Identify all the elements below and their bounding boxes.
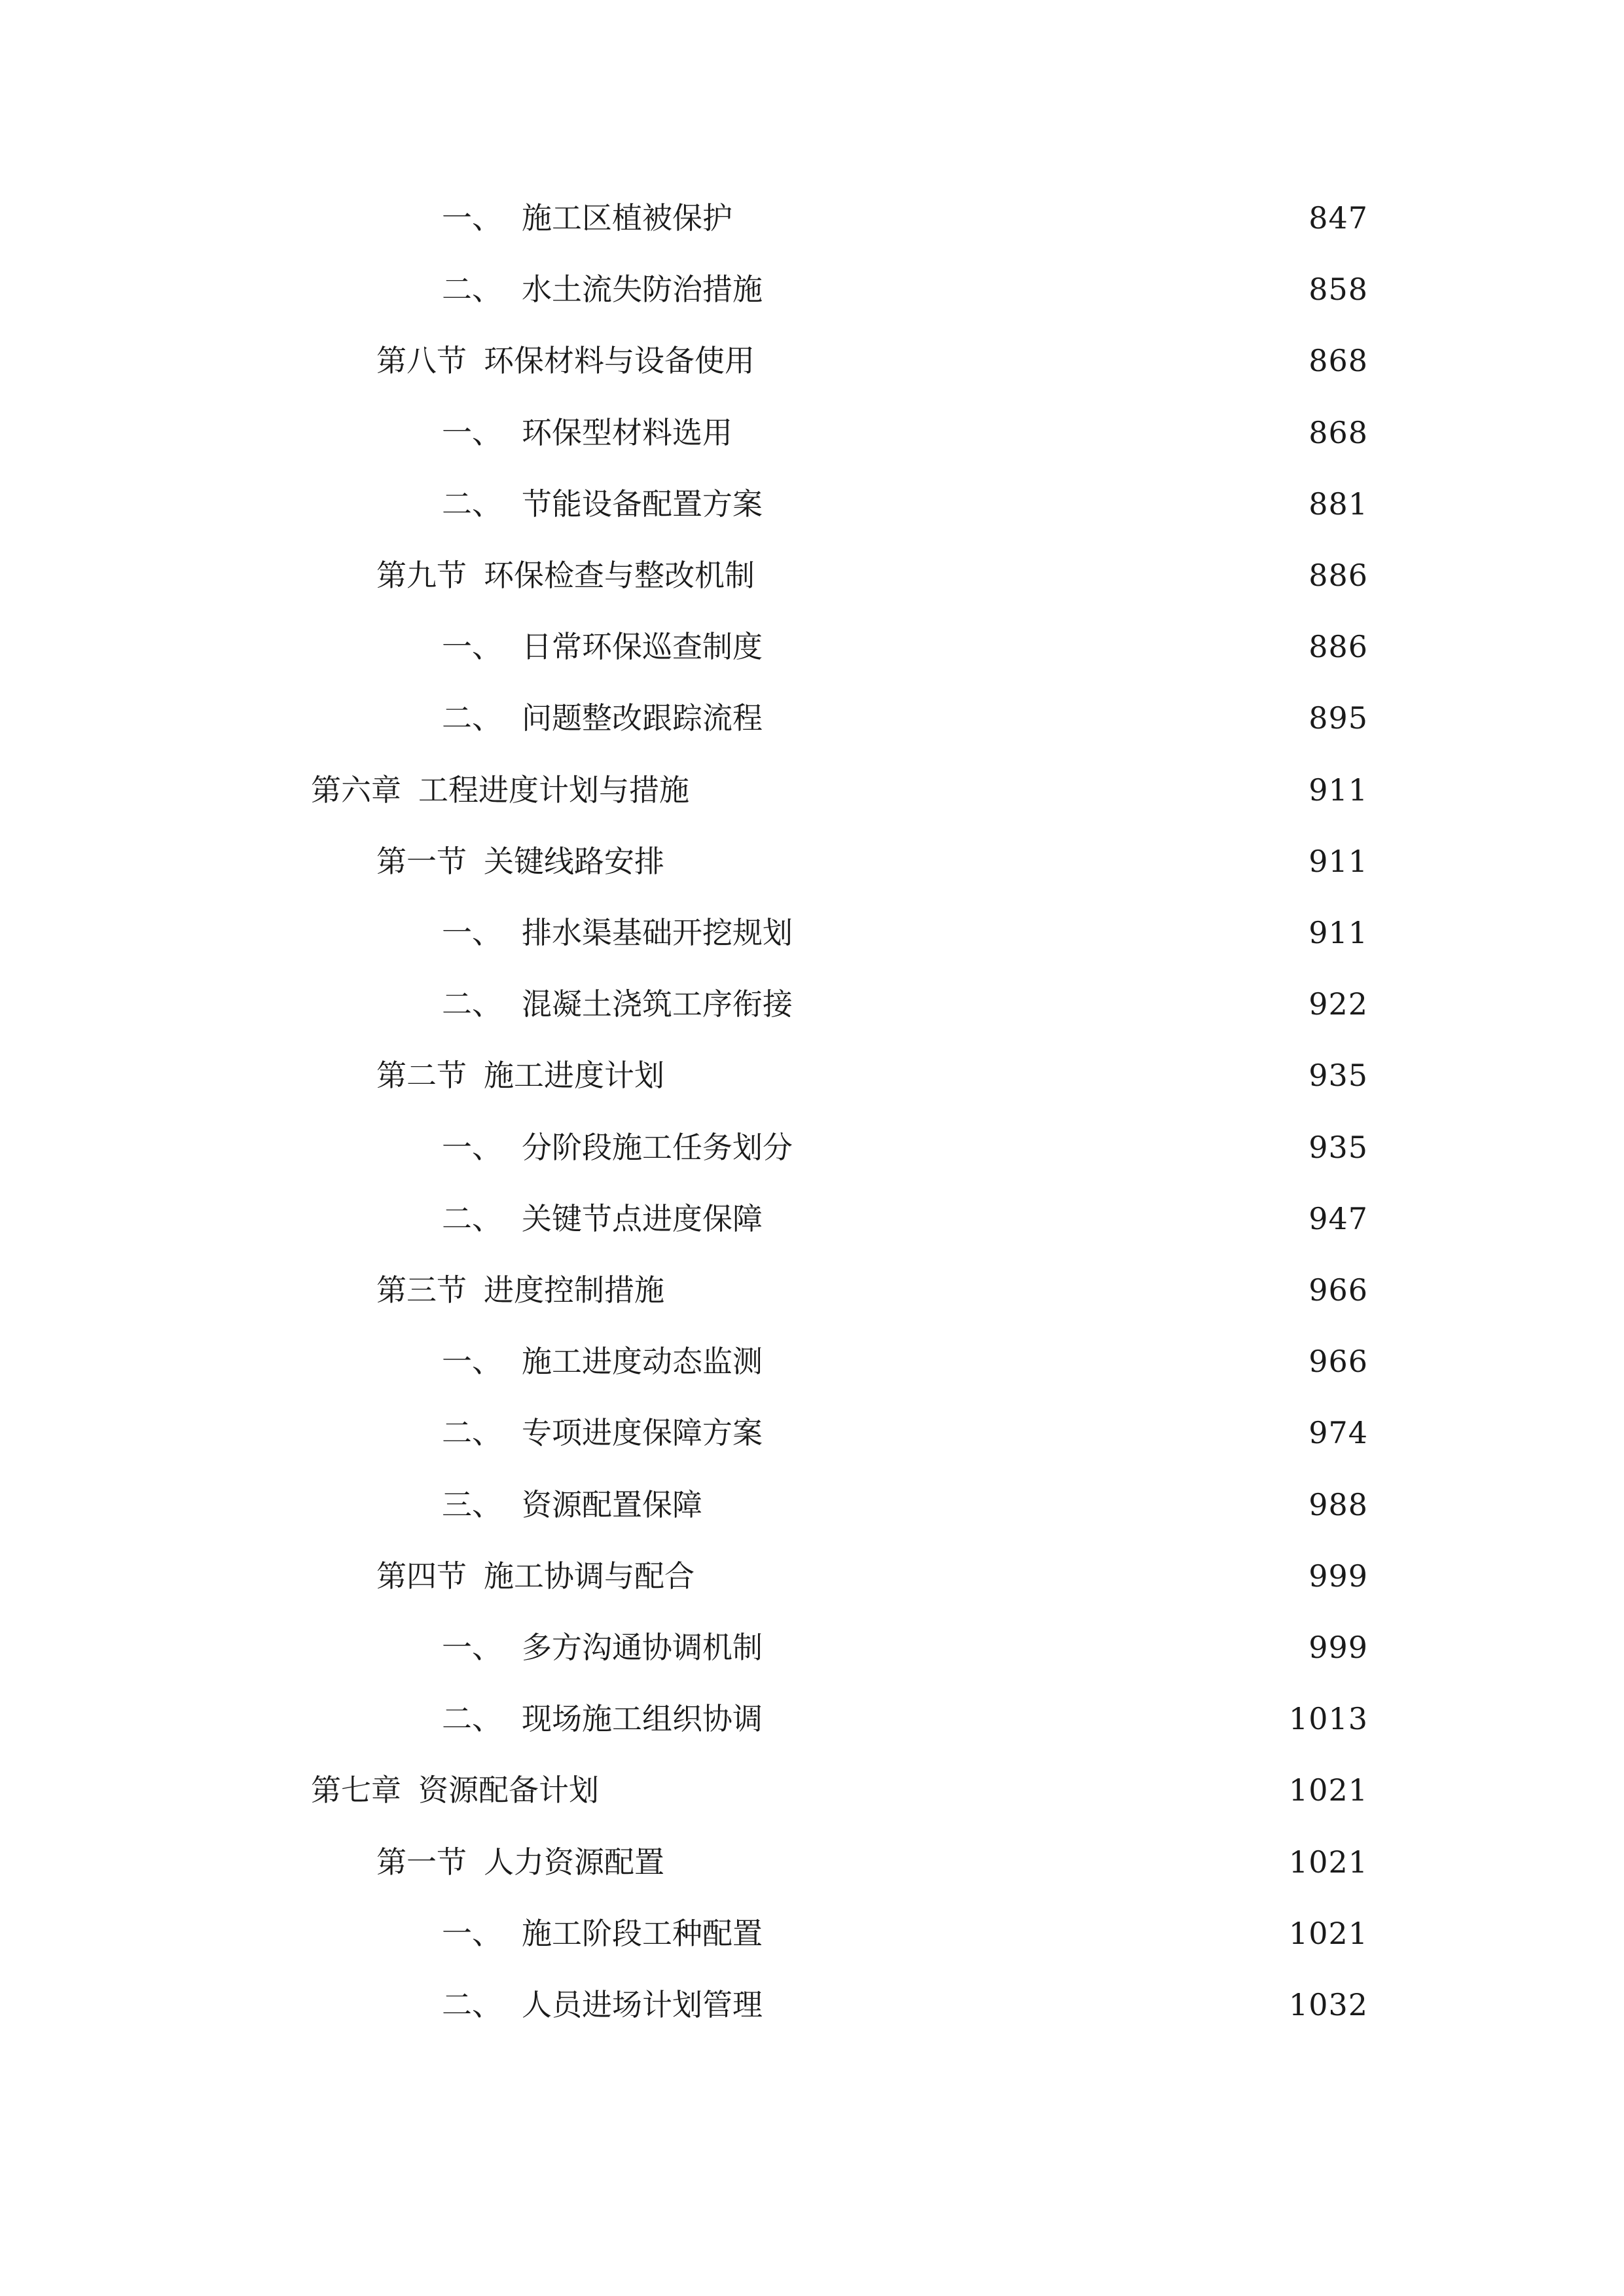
toc-entry-title: 施工进度计划 — [484, 1058, 664, 1093]
dot-leader — [770, 692, 1301, 744]
toc-entry-title: 排水渠基础开挖规划 — [522, 915, 793, 950]
toc-entry-page-number: 911 — [1308, 844, 1368, 879]
toc-entry-number: 二、 — [442, 272, 502, 307]
dot-leader — [770, 1979, 1281, 2031]
toc-entry-page-number: 911 — [1308, 772, 1368, 808]
toc-entry-label — [442, 1335, 763, 1388]
toc-entry-title: 资源配置保障 — [522, 1487, 702, 1522]
toc-entry[interactable] — [442, 1693, 1368, 1745]
toc-entry-page-number: 974 — [1308, 1415, 1368, 1450]
toc-entry-page-number: 1021 — [1288, 1844, 1368, 1880]
toc-entry-label — [442, 1479, 702, 1531]
toc-entry[interactable] — [442, 978, 1368, 1030]
toc-entry-label — [442, 1979, 763, 2031]
toc-entry[interactable] — [376, 549, 1368, 601]
toc-entry-number: 一、 — [442, 200, 502, 236]
toc-entry[interactable] — [442, 1907, 1368, 1960]
toc-entry-page-number: 868 — [1308, 343, 1368, 378]
toc-entry-label — [442, 692, 763, 744]
toc-entry[interactable] — [376, 334, 1368, 387]
dot-leader — [763, 334, 1301, 387]
toc-entry-number: 第七章 — [311, 1772, 401, 1808]
toc-entry-page-number: 966 — [1308, 1272, 1368, 1308]
toc-entry[interactable] — [442, 263, 1368, 315]
toc-entry-page-number: 1021 — [1288, 1772, 1368, 1808]
toc-entry-number: 二、 — [442, 700, 502, 736]
toc-entry-label — [376, 549, 755, 601]
toc-entry-title: 关键线路安排 — [484, 844, 664, 879]
toc-entry-page-number: 868 — [1308, 415, 1368, 450]
dot-leader — [801, 906, 1301, 959]
toc-entry[interactable] — [442, 692, 1368, 744]
toc-entry[interactable] — [442, 1121, 1368, 1174]
toc-entry[interactable] — [311, 1764, 1368, 1816]
dot-leader — [801, 1121, 1301, 1174]
toc-entry-label — [442, 1193, 763, 1245]
toc-entry[interactable] — [376, 1049, 1368, 1102]
toc-entry-number: 第八节 — [376, 343, 467, 378]
dot-leader — [770, 620, 1301, 673]
toc-entry-page-number: 999 — [1308, 1630, 1368, 1665]
dot-leader — [710, 1479, 1301, 1531]
toc-entry-title: 环保型材料选用 — [522, 415, 732, 450]
toc-entry-page-number: 895 — [1308, 700, 1368, 736]
toc-entry-title: 节能设备配置方案 — [522, 486, 763, 522]
toc-entry-number: 第四节 — [376, 1558, 467, 1594]
toc-entry-label — [442, 978, 793, 1030]
toc-entry-title: 专项进度保障方案 — [522, 1415, 763, 1450]
toc-entry-label — [376, 334, 755, 387]
dot-leader — [697, 764, 1301, 816]
dot-leader — [770, 1335, 1301, 1388]
toc-entry-label — [376, 1550, 695, 1602]
toc-entry-page-number: 935 — [1308, 1058, 1368, 1093]
toc-entry[interactable] — [442, 906, 1368, 959]
toc-entry[interactable] — [442, 1193, 1368, 1245]
toc-entry[interactable] — [442, 192, 1368, 244]
toc-entry-label — [376, 1049, 664, 1102]
toc-entry[interactable] — [376, 1550, 1368, 1602]
dot-leader — [672, 1264, 1301, 1316]
dot-leader — [672, 1836, 1281, 1888]
toc-entry-number: 一、 — [442, 415, 502, 450]
toc-entry-title: 环保材料与设备使用 — [484, 343, 755, 378]
toc-entry-number: 三、 — [442, 1487, 502, 1522]
toc-entry-title: 施工协调与配合 — [484, 1558, 695, 1594]
toc-entry[interactable] — [376, 1264, 1368, 1316]
toc-entry-number: 二、 — [442, 486, 502, 522]
toc-entry-page-number: 947 — [1308, 1201, 1368, 1236]
toc-entry-page-number: 1021 — [1288, 1916, 1368, 1951]
toc-entry-label — [376, 1836, 664, 1888]
toc-entry-page-number: 1013 — [1288, 1701, 1368, 1736]
toc-entry-page-number: 922 — [1308, 986, 1368, 1022]
toc-entry-label — [376, 1264, 664, 1316]
toc-entry-title: 资源配备计划 — [418, 1772, 599, 1808]
toc-entry[interactable] — [442, 478, 1368, 530]
toc-entry-page-number: 886 — [1308, 558, 1368, 593]
toc-entry-label — [311, 1764, 599, 1816]
toc-entry[interactable] — [376, 1836, 1368, 1888]
toc-entry-label — [376, 835, 664, 888]
toc-entry-title: 人员进场计划管理 — [522, 1987, 763, 2022]
toc-entry-number: 第一节 — [376, 1844, 467, 1880]
toc-entry-title: 人力资源配置 — [484, 1844, 664, 1880]
toc-entry-title: 现场施工组织协调 — [522, 1701, 763, 1736]
toc-entry-title: 施工阶段工种配置 — [522, 1916, 763, 1951]
dot-leader — [763, 549, 1301, 601]
toc-entry-label — [442, 263, 763, 315]
toc-entry-label — [442, 906, 793, 959]
toc-entry-title: 分阶段施工任务划分 — [522, 1130, 793, 1165]
toc-entry-page-number: 966 — [1308, 1344, 1368, 1379]
toc-entry[interactable] — [376, 835, 1368, 888]
toc-entry-label — [442, 192, 732, 244]
toc-entry-title: 施工区植被保护 — [522, 200, 732, 236]
toc-entry-number: 第二节 — [376, 1058, 467, 1093]
dot-leader — [672, 835, 1301, 888]
toc-entry[interactable] — [311, 764, 1368, 816]
dot-leader — [770, 1907, 1281, 1960]
toc-entry-number: 二、 — [442, 1987, 502, 2022]
toc-entry[interactable] — [442, 1407, 1368, 1459]
toc-entry-number: 二、 — [442, 1201, 502, 1236]
toc-entry-title: 关键节点进度保障 — [522, 1201, 763, 1236]
toc-entry-number: 第六章 — [311, 772, 401, 808]
dot-leader — [607, 1764, 1281, 1816]
toc-entry-title: 工程进度计划与措施 — [418, 772, 689, 808]
toc-entry-label — [442, 1407, 763, 1459]
dot-leader — [740, 406, 1301, 459]
toc-entry[interactable] — [442, 1335, 1368, 1388]
toc-entry-page-number: 911 — [1308, 915, 1368, 950]
dot-leader — [770, 1693, 1281, 1745]
dot-leader — [740, 192, 1301, 244]
toc-entry-page-number: 881 — [1308, 486, 1368, 522]
toc-entry-number: 一、 — [442, 1630, 502, 1665]
toc-entry-number: 第九节 — [376, 558, 467, 593]
toc-entry-page-number: 858 — [1308, 272, 1368, 307]
toc-entry-number: 一、 — [442, 1916, 502, 1951]
toc-entry-label — [442, 1693, 763, 1745]
dot-leader — [672, 1049, 1301, 1102]
toc-entry-number: 二、 — [442, 1701, 502, 1736]
dot-leader — [702, 1550, 1301, 1602]
toc-entry-title: 问题整改跟踪流程 — [522, 700, 763, 736]
toc-entry-label — [442, 478, 763, 530]
toc-entry-number: 二、 — [442, 986, 502, 1022]
toc-entry-label — [442, 406, 732, 459]
dot-leader — [801, 978, 1301, 1030]
toc-entry[interactable] — [442, 620, 1368, 673]
toc-entry-title: 混凝土浇筑工序衔接 — [522, 986, 793, 1022]
toc-entry-label — [442, 1121, 793, 1174]
toc-entry-title: 多方沟通协调机制 — [522, 1630, 763, 1665]
toc-entry-number: 一、 — [442, 1344, 502, 1379]
toc-entry-page-number: 847 — [1308, 200, 1368, 236]
toc-entry[interactable] — [442, 1621, 1368, 1674]
toc-entry-label — [311, 764, 689, 816]
toc-entry-number: 一、 — [442, 915, 502, 950]
toc-entry-page-number: 1032 — [1288, 1987, 1368, 2022]
toc-entry-title: 日常环保巡查制度 — [522, 629, 763, 664]
toc-entry-number: 第三节 — [376, 1272, 467, 1308]
toc-entry-label — [442, 1907, 763, 1960]
toc-entry-number: 一、 — [442, 629, 502, 664]
toc-entry-page-number: 935 — [1308, 1130, 1368, 1165]
toc-entry-title: 环保检查与整改机制 — [484, 558, 755, 593]
toc-entry-title: 进度控制措施 — [484, 1272, 664, 1308]
toc-entry[interactable] — [442, 1979, 1368, 2031]
toc-entry-label — [442, 1621, 763, 1674]
toc-entry-title: 水土流失防治措施 — [522, 272, 763, 307]
toc-entry-number: 第一节 — [376, 844, 467, 879]
toc-entry[interactable] — [442, 406, 1368, 459]
toc-entry-page-number: 988 — [1308, 1487, 1368, 1522]
dot-leader — [770, 1407, 1301, 1459]
toc-entry-page-number: 886 — [1308, 629, 1368, 664]
toc-entry-number: 一、 — [442, 1130, 502, 1165]
toc-entry-number: 二、 — [442, 1415, 502, 1450]
toc-entry[interactable] — [442, 1479, 1368, 1531]
toc-entry-title: 施工进度动态监测 — [522, 1344, 763, 1379]
dot-leader — [770, 1621, 1301, 1674]
dot-leader — [770, 478, 1301, 530]
toc-entry-page-number: 999 — [1308, 1558, 1368, 1594]
toc-entry-label — [442, 620, 763, 673]
dot-leader — [770, 1193, 1301, 1245]
dot-leader — [770, 263, 1301, 315]
